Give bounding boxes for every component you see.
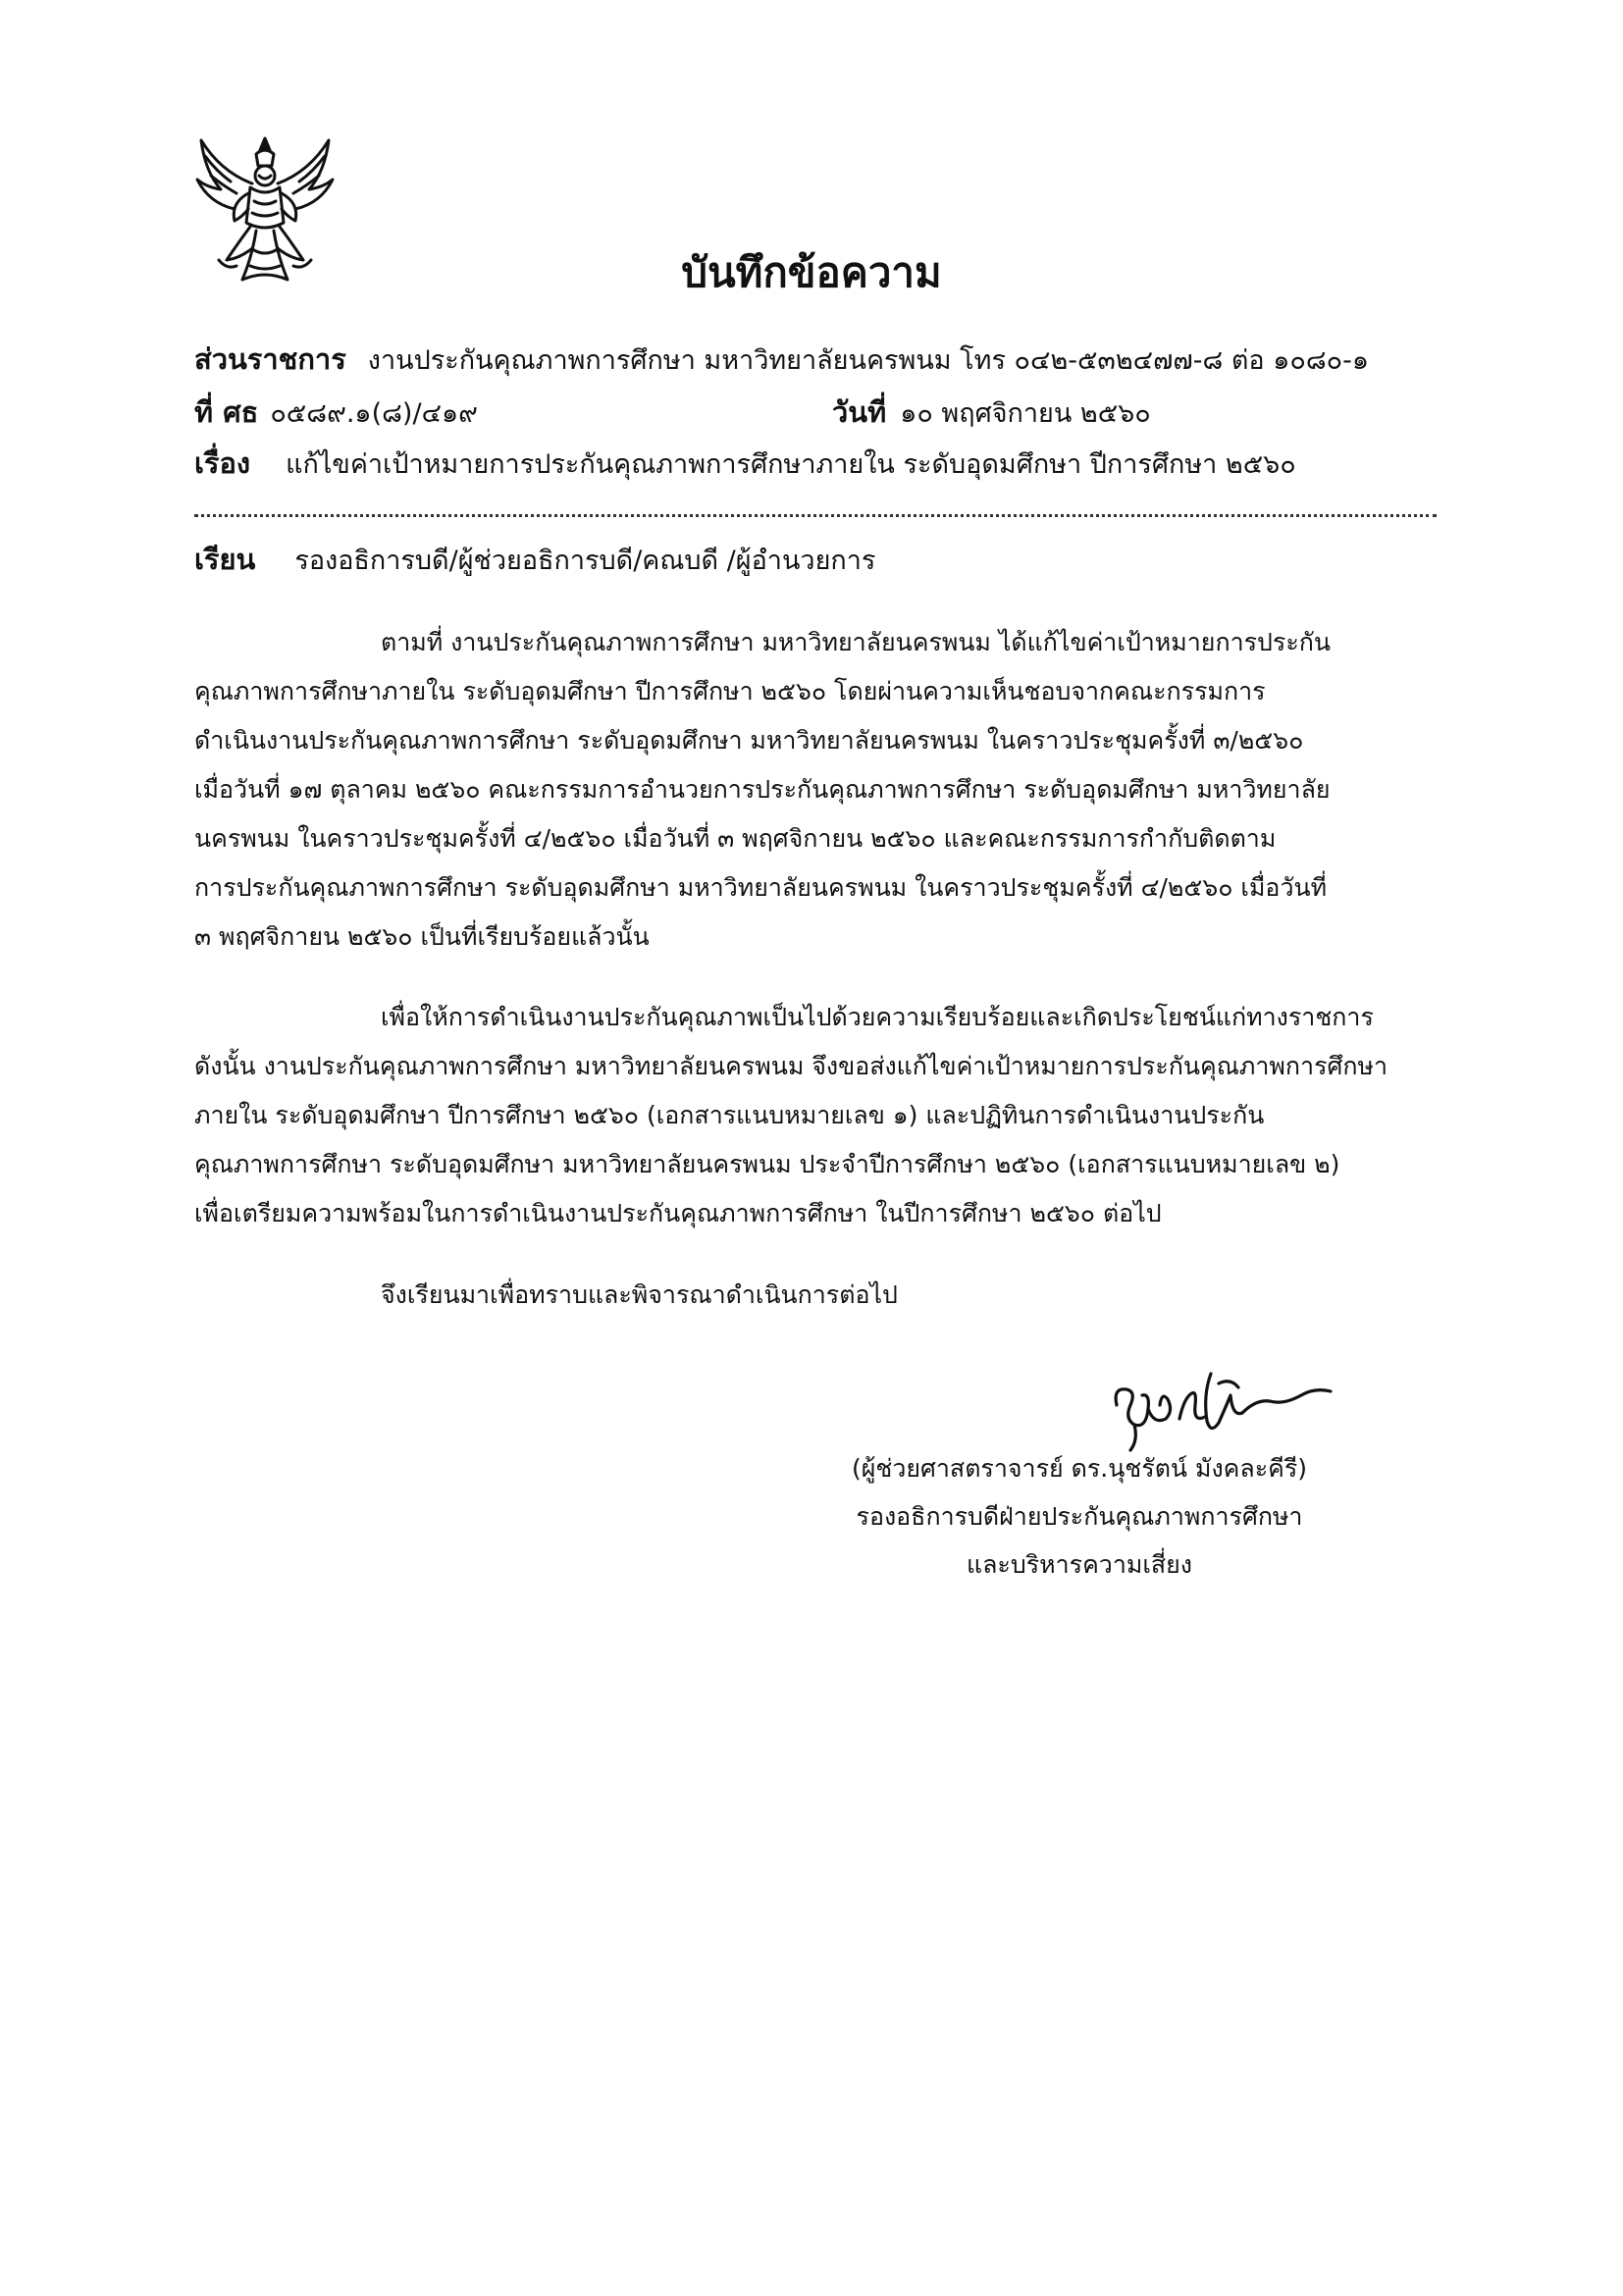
paragraph-line: เมื่อวันที่ ๑๗ ตุลาคม ๒๕๖๐ คณะกรรมการอำนวยการประกันคุณภาพการศึกษา ระดับอุดมศึกษา มหาวิทยาลัย (194, 775, 1331, 804)
date-label: วันที่ (832, 395, 887, 429)
body-paragraph-1 (194, 618, 1460, 962)
recipient-field (194, 536, 875, 585)
signatory-position-line-2: และบริหารความเสี่ยง (966, 1550, 1193, 1579)
paragraph-line: การประกันคุณภาพการศึกษา ระดับอุดมศึกษา มหาวิทยาลัยนครพนม ในคราวประชุมครั้งที่ ๔/๒๕๖๐ เมื่อวันที่ (194, 873, 1328, 902)
separator-dotted-line (194, 514, 1437, 517)
paragraph-line: เพื่อให้การดำเนินงานประกันคุณภาพเป็นไปด้วยความเรียบร้อยและเกิดประโยชน์แก่ทางราชการ (381, 1003, 1374, 1031)
agency-field (194, 336, 1369, 385)
paragraph-line: ภายใน ระดับอุดมศึกษา ปีการศึกษา ๒๕๖๐ (เอกสารแนบหมายเลข ๑) และปฏิทินการดำเนินงานประกัน (194, 1101, 1265, 1129)
agency-label: ส่วนราชการ (194, 342, 346, 376)
date-value: ๑๐ พฤศจิกายน ๒๕๖๐ (900, 398, 1151, 429)
signatory-position: รองอธิการบดีฝ่ายประกันคุณภาพการศึกษา (856, 1502, 1303, 1531)
body-paragraph-2 (194, 993, 1460, 1238)
paragraph-line: ๓ พฤศจิกายน ๒๕๖๐ เป็นที่เรียบร้อยแล้วนั้น (194, 922, 650, 951)
date-field (832, 389, 1151, 438)
reference-field (194, 389, 478, 438)
subject-value: แก้ไขค่าเป้าหมายการประกันคุณภาพการศึกษาภายใน ระดับอุดมศึกษา ปีการศึกษา ๒๕๖๐ (286, 449, 1296, 480)
paragraph-line: เพื่อเตรียมความพร้อมในการดำเนินงานประกันคุณภาพการศึกษา ในปีการศึกษา ๒๕๖๐ ต่อไป (194, 1199, 1162, 1227)
subject-field (194, 440, 1296, 489)
document-title: บันทึกข้อความ (681, 248, 942, 296)
paragraph-line: คุณภาพการศึกษาภายใน ระดับอุดมศึกษา ปีการศึกษา ๒๕๖๐ โดยผ่านความเห็นชอบจากคณะกรรมการ (194, 677, 1266, 705)
handwritten-signature-icon (1109, 1366, 1335, 1454)
paragraph-line: ตามที่ งานประกันคุณภาพการศึกษา มหาวิทยาลัยนครพนม ได้แก้ไขค่าเป้าหมายการประกัน (381, 628, 1331, 656)
signature-block (765, 1444, 1393, 1589)
recipient-value: รองอธิการบดี/ผู้ช่วยอธิการบดี/คณบดี /ผู้อำนวยการ (294, 546, 876, 576)
paragraph-line: ดังนั้น งานประกันคุณภาพการศึกษา มหาวิทยาลัยนครพนม จึงขอส่งแก้ไขค่าเป้าหมายการประกันคุณภาพการศึกษา (194, 1052, 1388, 1080)
paragraph-line: ดำเนินงานประกันคุณภาพการศึกษา ระดับอุดมศึกษา มหาวิทยาลัยนครพนม ในคราวประชุมครั้งที่ ๓/๒๕๖๐ (194, 726, 1304, 755)
paragraph-line: นครพนม ในคราวประชุมครั้งที่ ๔/๒๕๖๐ เมื่อวันที่ ๓ พฤศจิกายน ๒๕๖๐ และคณะกรรมการกำกับติดตาม (194, 824, 1277, 853)
closing-sentence: จึงเรียนมาเพื่อทราบและพิจารณาดำเนินการต่อไป (381, 1280, 898, 1309)
recipient-label: เรียน (194, 543, 256, 576)
subject-label: เรื่อง (194, 446, 251, 480)
paragraph-line: คุณภาพการศึกษา ระดับอุดมศึกษา มหาวิทยาลัยนครพนม ประจำปีการศึกษา ๒๕๖๐ (เอกสารแนบหมายเลข ๒) (194, 1150, 1340, 1178)
reference-label: ที่ ศธ (194, 395, 259, 429)
signatory-name: (ผู้ช่วยศาสตราจารย์ ดร.นุชรัตน์ มังคละคีรี) (851, 1454, 1308, 1483)
reference-value: ๐๕๘๙.๑(๘)/๔๑๙ (270, 398, 478, 429)
agency-value: งานประกันคุณภาพการศึกษา มหาวิทยาลัยนครพนม โทร ๐๔๒-๕๓๒๔๗๗-๘ ต่อ ๑๐๘๐-๑ (367, 345, 1370, 376)
